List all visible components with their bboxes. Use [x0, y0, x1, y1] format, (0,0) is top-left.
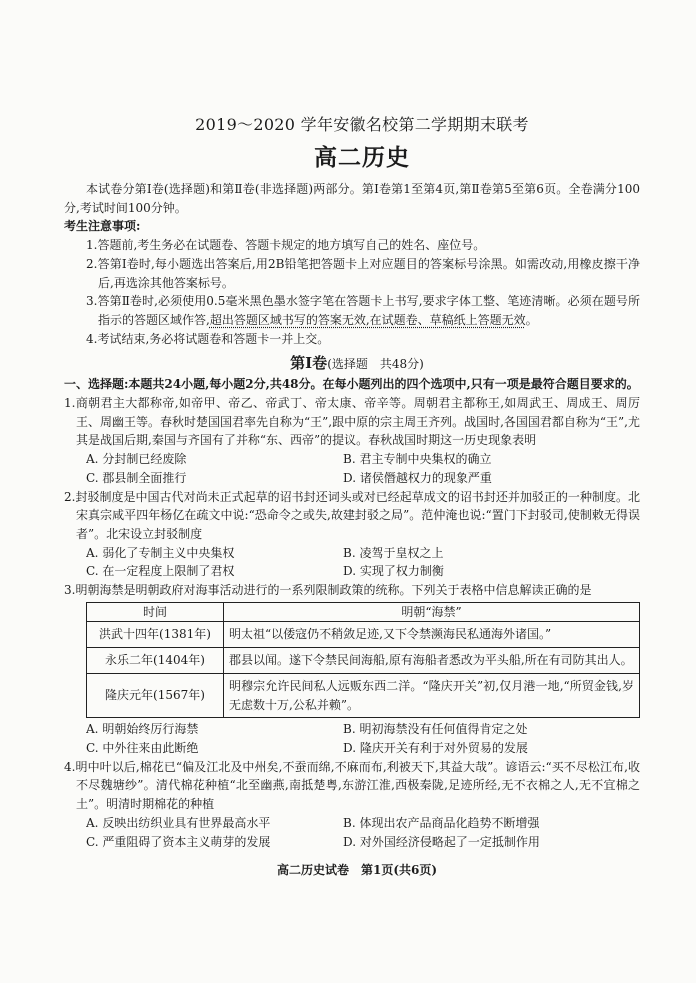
notice-item-4	[64, 330, 640, 349]
option-list	[86, 720, 640, 757]
question-number: 4.	[64, 759, 76, 774]
table-row	[87, 622, 640, 648]
question-stem	[64, 394, 640, 450]
question-2	[64, 488, 640, 582]
question-number: 2.	[64, 489, 76, 504]
option-text: 凌驾于皇权之上	[359, 545, 444, 560]
option-text: 君主专制中央集权的确立	[359, 452, 492, 467]
notice-item-3	[64, 292, 640, 329]
notice-item-number: 2.	[86, 256, 98, 271]
option-b	[343, 450, 640, 469]
option-label: C.	[86, 740, 99, 755]
table-cell-description: 郡县以闻。遂下令禁民间海船,原有海船者悉改为平头船,所在有司防其出人。	[224, 648, 640, 674]
question-stem	[64, 758, 640, 814]
option-d	[343, 562, 640, 581]
option-c	[86, 739, 343, 758]
option-text: 弱化了专制主义中央集权	[102, 545, 235, 560]
option-label: A.	[86, 815, 99, 830]
option-label: A.	[86, 722, 99, 737]
notice-item-text: 答第Ⅰ卷时,每小题选出答案后,用2B铅笔把答题卡上对应题目的答案标号涂黑。如需改动,用橡皮擦干净后,再选涂其他答案标号。	[97, 256, 640, 290]
option-text: 对外国经济侵略起了一定抵制作用	[359, 834, 540, 849]
option-b	[343, 544, 640, 563]
option-d	[343, 833, 640, 852]
option-text: 明初海禁没有任何值得肯定之处	[359, 722, 528, 737]
notice-item-text: 考试结束,务必将试题卷和答题卡一并上交。	[97, 331, 330, 346]
option-label: A.	[86, 545, 99, 560]
option-label: D.	[343, 740, 357, 755]
question-3	[64, 581, 640, 758]
option-d	[343, 739, 640, 758]
notice-item-text: 答题前,考生务必在试题卷、答题卡规定的地方填写自己的姓名、座位号。	[97, 238, 486, 253]
question-stem	[64, 581, 640, 600]
option-text: 反映出纺织业具有世界最高水平	[102, 815, 271, 830]
notice-item-tail: 。	[525, 312, 538, 327]
option-b	[343, 720, 640, 739]
question-stem	[64, 488, 640, 544]
sea-ban-table	[86, 602, 640, 719]
table-header-sea-ban: 明朝“海禁”	[224, 602, 640, 622]
option-label: C.	[86, 470, 99, 485]
option-c	[86, 833, 343, 852]
option-text: 诸侯僭越权力的现象严重	[359, 470, 492, 485]
notice-section	[64, 217, 640, 348]
option-a	[86, 720, 343, 739]
question-text: 明朝海禁是明朝政府对海事活动进行的一系列限制政策的统称。下列关于表格中信息解读正确的是	[75, 583, 592, 598]
option-label: D.	[343, 834, 357, 849]
table-row	[87, 648, 640, 674]
notice-item-1	[64, 236, 640, 255]
option-a	[86, 450, 343, 469]
section-title	[64, 352, 640, 375]
exam-page	[64, 0, 640, 880]
option-text: 隆庆开关有利于对外贸易的发展	[359, 740, 528, 755]
option-d	[343, 469, 640, 488]
option-text: 体现出农产品商品化趋势不断增强	[359, 815, 540, 830]
option-a	[86, 814, 343, 833]
option-list	[86, 544, 640, 581]
exam-title: 2019～2020 学年安徽名校第二学期期末联考	[195, 115, 529, 134]
option-text: 严重阻碍了资本主义萌芽的发展	[102, 834, 271, 849]
option-label: A.	[86, 452, 99, 467]
option-b	[343, 814, 640, 833]
option-list	[86, 814, 640, 851]
question-4	[64, 758, 640, 852]
notice-heading: 考生注意事项:	[64, 219, 141, 234]
option-text: 明朝始终厉行海禁	[102, 722, 199, 737]
section-main-title: 第Ⅰ卷	[290, 354, 328, 373]
option-label: C.	[86, 564, 99, 579]
option-a	[86, 544, 343, 563]
table-cell-time: 洪武十四年(1381年)	[87, 622, 224, 648]
option-list	[86, 450, 640, 487]
notice-item-text: 答第Ⅱ卷时,必须使用0.5毫米黑色墨水签字笔在答题卡上书写,要求字体工整、笔迹清晰。必须在题号所指示的答题区域作答,	[97, 294, 640, 327]
table-header-row	[87, 602, 640, 622]
page-footer: 高二历史试卷 第1页(共6页)	[276, 863, 438, 878]
table-cell-time: 永乐二年(1404年)	[87, 648, 224, 674]
option-text: 郡县制全面推行	[102, 470, 187, 485]
option-label: B.	[343, 545, 356, 560]
question-1	[64, 394, 640, 488]
question-number: 3.	[64, 583, 76, 598]
question-text: 商朝君主大都称帝,如帝甲、帝乙、帝武丁、帝太康、帝辛等。周朝君主都称王,如周武王、周成王、周厉王、周幽王等。春秋时楚国国君率先自称为“王”,跟中原的宗主周王齐列。战国时,各国国君都自称为“王”,尤其是战国后期,秦国与齐国有了并称“东、西帝”的提议。春秋战国时期这一历史现象表明	[75, 396, 640, 448]
subject-title: 高二历史	[314, 144, 410, 171]
option-text: 在一定程度上限制了君权	[102, 564, 235, 579]
option-c	[86, 469, 343, 488]
notice-item-number: 4.	[86, 331, 98, 346]
option-label: C.	[86, 834, 99, 849]
intro-paragraph: 本试卷分第Ⅰ卷(选择题)和第Ⅱ卷(非选择题)两部分。第Ⅰ卷第1至第4页,第Ⅱ卷第5至第6页。全卷满分100分,考试时间100分钟。	[64, 182, 640, 215]
option-text: 分封制已经废除	[102, 452, 187, 467]
notice-item-number: 3.	[86, 294, 98, 309]
section-instructions: 一、选择题:本题共24小题,每小题2分,共48分。在每小题列出的四个选项中,只有一项是最符合题目要求的。	[64, 377, 639, 392]
notice-item-2	[64, 255, 640, 292]
section-note: (选择题 共48分)	[327, 357, 424, 372]
table-cell-description: 明太祖“以倭寇仍不稍敛足迹,又下令禁濒海民私通海外诸国。”	[224, 622, 640, 648]
question-text: 明中叶以后,棉花已“偏及江北及中州矣,不蚕而绵,不麻而布,利被天下,其益大哉”。谚语云:“买不尽松江布,收不尽魏塘纱”。清代棉花种植“北至幽燕,南抵楚粤,东游江淮,西极秦陇,足迹所经,无不衣棉之人,无不宜棉之土”。明清时期棉花的种植	[75, 759, 640, 812]
notice-item-number: 1.	[86, 238, 98, 253]
option-label: B.	[343, 815, 356, 830]
question-number: 1.	[64, 396, 76, 411]
option-text: 中外往来由此断绝	[102, 740, 199, 755]
option-label: B.	[343, 722, 356, 737]
table-cell-time: 隆庆元年(1567年)	[87, 673, 224, 717]
table-row	[87, 673, 640, 717]
notice-item-emphasis: 超出答题区域书写的答案无效,在试题卷、草稿纸上答题无效	[209, 312, 526, 327]
table-cell-description: 明穆宗允许民间私人远贩东西二洋。“隆庆开关”初,仅月港一地,“所贸金钱,岁无虑数十万,公私并赖”。	[224, 673, 640, 717]
table-header-time: 时间	[87, 602, 224, 622]
option-label: B.	[343, 452, 356, 467]
option-text: 实现了权力制衡	[359, 564, 444, 579]
question-text: 封驳制度是中国古代对尚未正式起草的诏书封还词头或对已经起草成文的诏书封还并加驳正的一种制度。北宋真宗咸平四年杨亿在疏文中说:“恐命令之或失,故建封驳之局”。范仲淹也说:“置门下封驳司,使制敕无得误者”。北宋设立封驳制度	[75, 489, 640, 541]
option-label: D.	[343, 470, 357, 485]
option-label: D.	[343, 564, 357, 579]
option-c	[86, 562, 343, 581]
